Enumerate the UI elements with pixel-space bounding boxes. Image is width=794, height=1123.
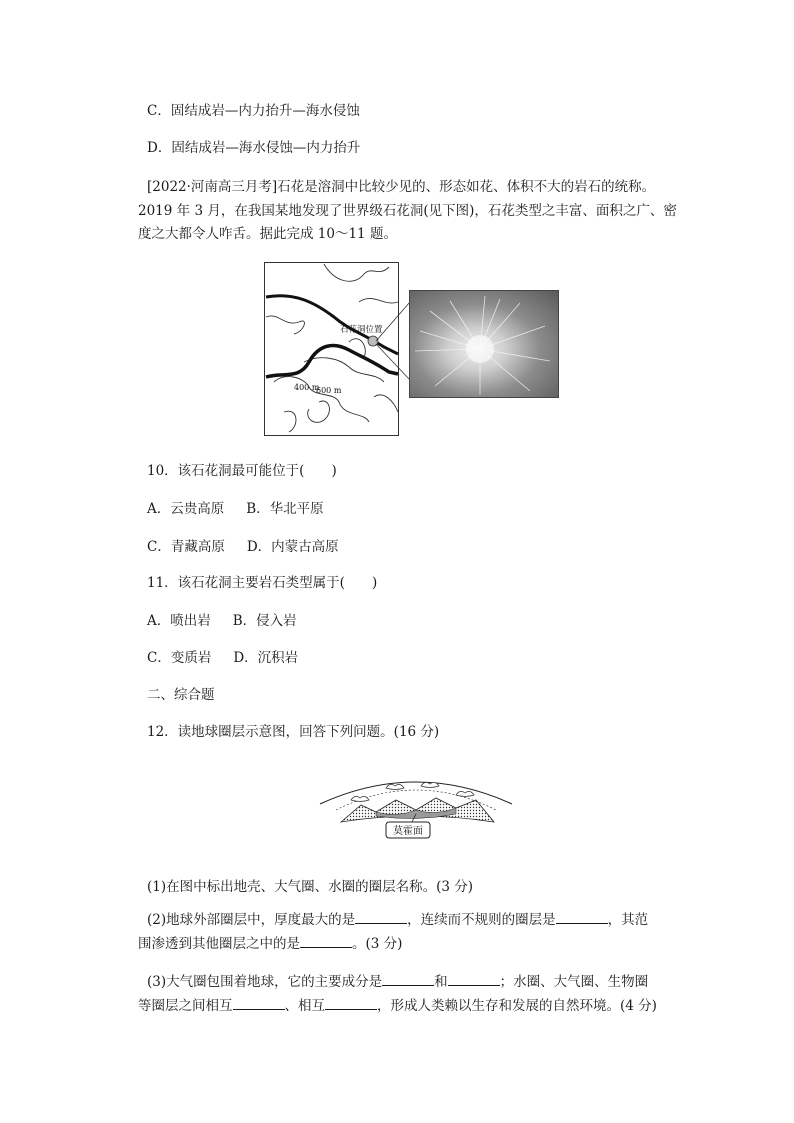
contour-label-600: 600 m	[316, 386, 342, 395]
q12-part-3-text-e: 、相互	[284, 998, 325, 1014]
cave-location-label: 石花洞位置	[340, 325, 383, 335]
q12-part-3	[138, 970, 667, 1018]
q12-part-3-text-b: 和	[434, 974, 448, 990]
option-c-prev: C．固结成岩—内力抬升—海水侵蚀	[147, 103, 360, 119]
q11-option-b[interactable]: B．侵入岩	[232, 613, 297, 629]
q12-part-3-text-d: 等圈层之间相互	[138, 998, 233, 1014]
q12-part-2-text-a: (2)地球外部圈层中，厚度最大的是	[147, 912, 356, 928]
q11-options-cd	[147, 646, 298, 666]
intro-line-3: 度之大都令人咋舌。据此完成 10～11 题。	[138, 226, 397, 242]
answer-blank[interactable]	[355, 909, 407, 924]
answer-blank[interactable]	[233, 995, 285, 1010]
answer-blank[interactable]	[448, 971, 500, 986]
q12-part-3-text-a: (3)大气圈包围着地球，它的主要成分是	[147, 974, 383, 990]
q10-stem: 10．该石花洞最可能位于( )	[147, 463, 337, 479]
q11-option-d[interactable]: D．沉积岩	[233, 650, 299, 666]
q12-part-2-text-c: ，其范	[607, 912, 649, 928]
q10-options-cd	[147, 535, 339, 555]
stone-flower-photo	[409, 290, 559, 398]
answer-blank[interactable]	[325, 995, 377, 1010]
intro-line-1: [2022·河南高三月考]石花是溶洞中比较少见的、形态如花、体积不大的岩石的统称。	[147, 179, 656, 195]
q11-stem: 11．该石花洞主要岩石类型属于( )	[147, 575, 378, 591]
q10-option-b[interactable]: B．华北平原	[246, 501, 324, 517]
option-d-prev: D．固结成岩—海水侵蚀—内力抬升	[147, 140, 361, 156]
q12-stem: 12．读地球圈层示意图，回答下列问题。(16 分)	[147, 724, 440, 740]
intro-line-2: 2019 年 3 月，在我国某地发现了世界级石花洞(见下图)，石花类型之丰富、面积之广、密	[138, 203, 677, 219]
moho-label: 莫霍面	[393, 826, 423, 837]
section-2-heading: 二、综合题	[147, 687, 215, 703]
q11-option-c[interactable]: C．变质岩	[147, 650, 212, 666]
q12-part-2-text-d: 围渗透到其他圈层之中的是	[138, 936, 300, 952]
q10-option-a[interactable]: A．云贵高原	[147, 501, 225, 517]
answer-blank[interactable]	[300, 933, 352, 948]
q12-part-3-text-f: ，形成人类赖以生存和发展的自然环境。(4 分)	[377, 998, 657, 1014]
q12-part-2	[138, 908, 667, 956]
q12-part-2-text-b: ，连续而不规则的圈层是	[407, 912, 556, 928]
contour-label-400: 400 m	[294, 383, 320, 392]
q10-options-ab	[147, 497, 324, 517]
earth-spheres-diagram	[316, 770, 516, 845]
q11-option-a[interactable]: A．喷出岩	[147, 613, 211, 629]
answer-blank[interactable]	[556, 909, 608, 924]
q12-part-3-text-c: ；水圈、大气圈、生物圈	[499, 974, 649, 990]
q12-part-1: (1)在图中标出地壳、大气圈、水圈的圈层名称。(3 分)	[147, 879, 474, 895]
q10-option-d[interactable]: D．内蒙古高原	[246, 539, 339, 555]
q11-options-ab	[147, 609, 297, 629]
q10-option-c[interactable]: C．青藏高原	[147, 539, 225, 555]
q12-part-2-text-e: 。(3 分)	[352, 936, 403, 952]
answer-blank[interactable]	[382, 971, 434, 986]
